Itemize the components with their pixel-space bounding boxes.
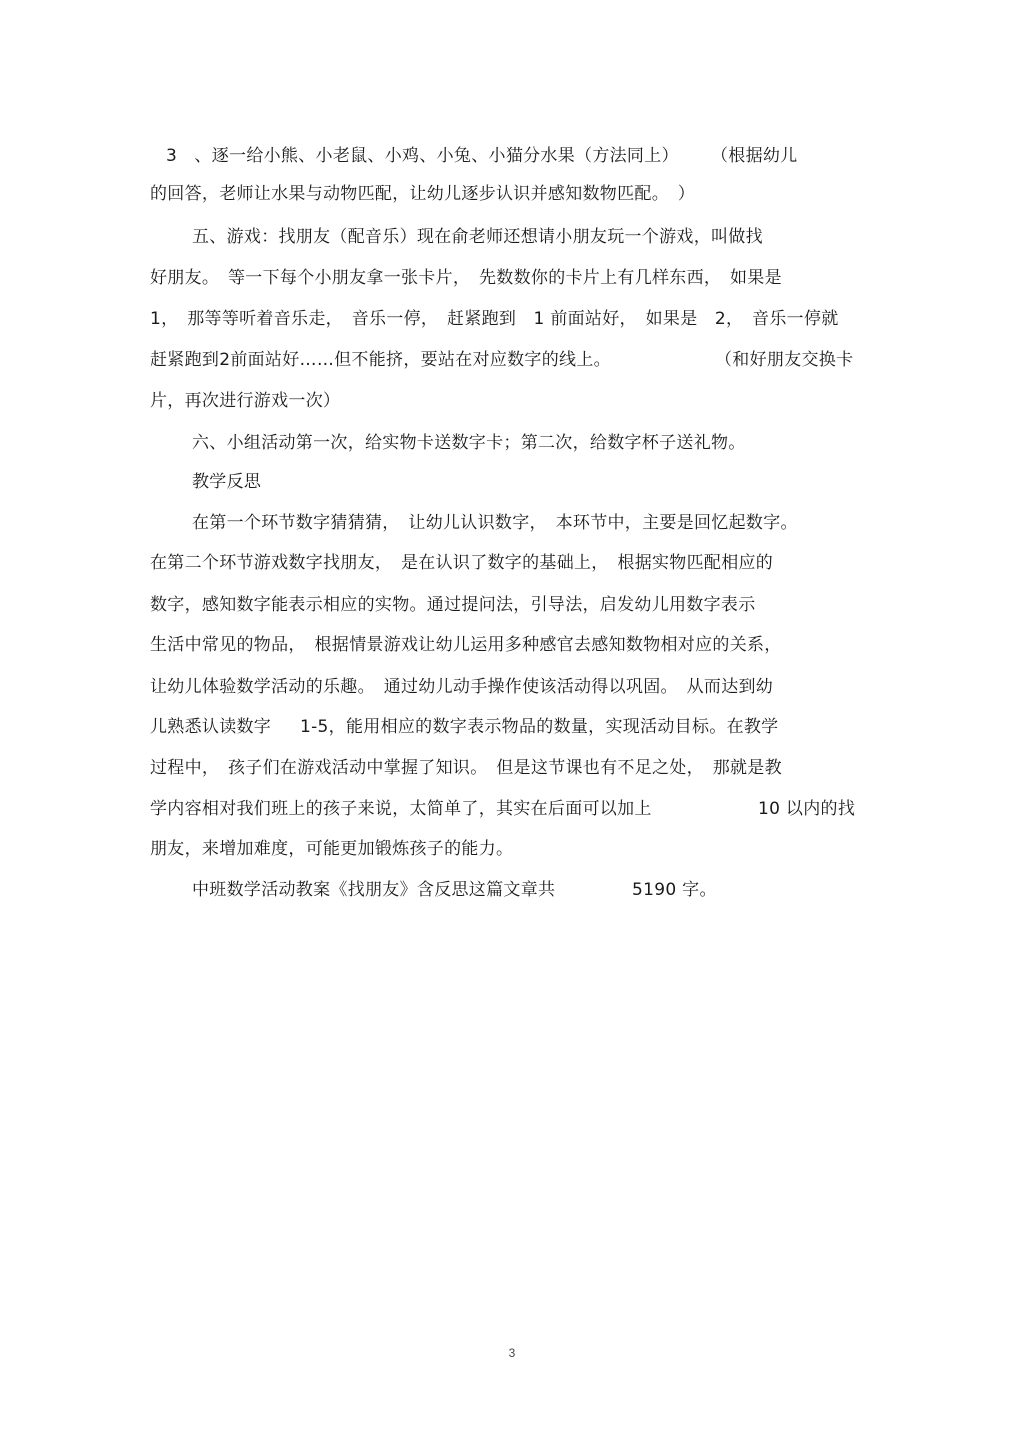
text-segment: 中班数学活动教案《找朋友》含反思这篇文章共 xyxy=(192,880,556,900)
text-segment: 5190 字。 xyxy=(632,880,717,900)
text-segment: （和好朋友交换卡 xyxy=(715,350,854,370)
text-segment: 五、游戏：找朋友（配音乐）现在俞老师还想请小朋友玩一个游戏，叫做找 xyxy=(192,227,763,247)
text-segment: 六、小组活动第一次，给实物卡送数字卡；第二次，给数字杯子送礼物。 xyxy=(192,433,746,453)
text-segment: 10 以内的找 xyxy=(758,799,856,819)
text-segment: 赶紧跑到2前面站好……但不能挤，要站在对应数字的线上。 xyxy=(150,350,611,370)
text-segment: 朋友，来增加难度，可能更加锻炼孩子的能力。 xyxy=(150,839,514,859)
text-segment: （根据幼儿 xyxy=(711,146,798,166)
text-segment: 在第二个环节游戏数字找朋友， 是在认识了数字的基础上， 根据实物匹配相应的 xyxy=(150,553,774,573)
text-segment: 过程中， 孩子们在游戏活动中掌握了知识。 但是这节课也有不足之处， 那就是教 xyxy=(150,758,782,778)
text-segment: 数字，感知数字能表示相应的实物。通过提问法，引导法，启发幼儿用数字表示 xyxy=(150,595,756,615)
text-segment: 教学反思 xyxy=(192,472,262,492)
text-segment: 好朋友。 等一下每个小朋友拿一张卡片， 先数数你的卡片上有几样东西， 如果是 xyxy=(150,268,782,288)
text-segment: 1， 那等等听着音乐走， 音乐一停， 赶紧跑到 1 前面站好， 如果是 2， 音乐一停就 xyxy=(150,309,839,329)
text-segment: 在第一个环节数字猜猜猜， 让幼儿认识数字， 本环节中，主要是回忆起数字。 xyxy=(192,513,798,533)
text-segment: 1-5，能用相应的数字表示物品的数量，实现活动目标。在教学 xyxy=(300,717,779,737)
text-segment: 学内容相对我们班上的孩子来说，太简单了，其实在后面可以加上 xyxy=(150,799,652,819)
text-segment: 的回答，老师让水果与动物匹配，让幼儿逐步认识并感知数物匹配。 ） xyxy=(150,184,696,204)
text-segment: 3 、逐一给小熊、小老鼠、小鸡、小兔、小猫分水果（方法同上） xyxy=(166,146,679,166)
page-number: 3 xyxy=(508,1346,516,1360)
text-segment: 儿熟悉认读数字 xyxy=(150,717,272,737)
text-segment: 生活中常见的物品， 根据情景游戏让幼儿运用多种感官去感知数物相对应的关系， xyxy=(150,635,782,655)
text-segment: 片，再次进行游戏一次） xyxy=(150,391,341,411)
text-segment: 让幼儿体验数学活动的乐趣。 通过幼儿动手操作使该活动得以巩固。 从而达到幼 xyxy=(150,677,774,697)
